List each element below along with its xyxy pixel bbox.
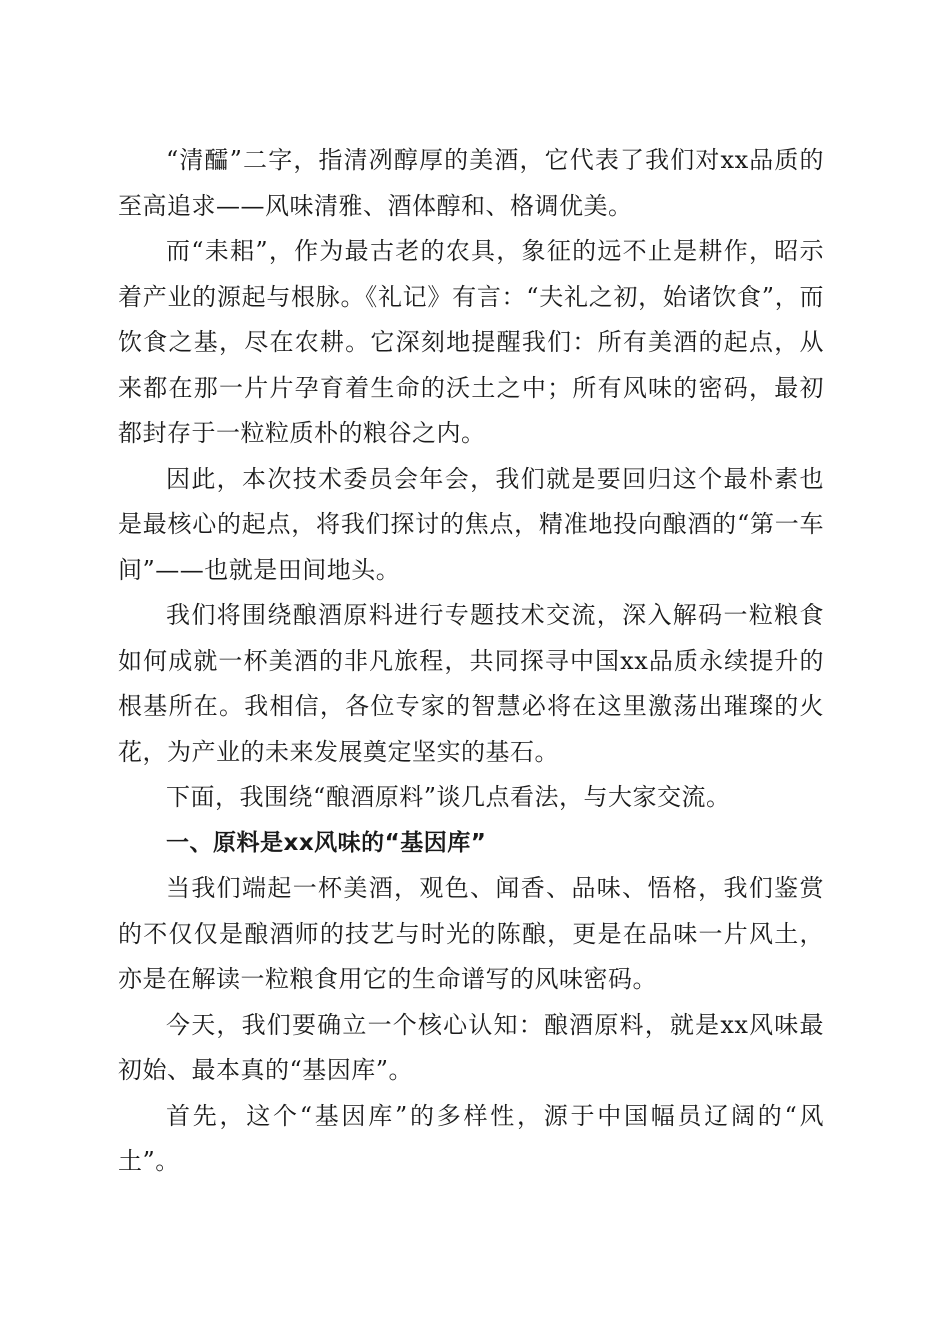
- paragraph: 而“耒耜”，作为最古老的农具，象征的远不止是耕作，昭示着产业的源起与根脉。《礼记》有言：“夫礼之初，始诸饮食”，而饮食之基，尽在农耕。它深刻地提醒我们：所有美酒的起点，从来都在那一片片孕育着生命的沃土之中；所有风味的密码，最初都封存于一粒粒质朴的粮谷之内。: [118, 237, 824, 447]
- paragraph: 因此，本次技术委员会年会，我们就是要回归这个最朴素也是最核心的起点，将我们探讨的焦点，精准地投向酿酒的“第一车间”——也就是田间地头。: [118, 464, 824, 584]
- paragraph: 首先，这个“基因库”的多样性，源于中国幅员辽阔的“风土”。: [118, 1101, 824, 1175]
- document-body: [118, 138, 824, 1185]
- section-heading: 一、原料是xx风味的“基因库”: [166, 829, 487, 856]
- paragraph: 下面，我围绕“酿酒原料”谈几点看法，与大家交流。: [166, 783, 731, 811]
- paragraph: 我们将围绕酿酒原料进行专题技术交流，深入解码一粒粮食如何成就一杯美酒的非凡旅程，共同探寻中国xx品质永续提升的根基所在。我相信，各位专家的智慧必将在这里激荡出璀璨的火花，为产业的未来发展奠定坚实的基石。: [118, 601, 824, 766]
- paragraph: “清醽”二字，指清冽醇厚的美酒，它代表了我们对xx品质的至高追求——风味清雅、酒体醇和、格调优美。: [118, 146, 824, 220]
- paragraph: 今天，我们要确立一个核心认知：酿酒原料，就是xx风味最初始、最本真的“基因库”。: [118, 1010, 824, 1084]
- paragraph: 当我们端起一杯美酒，观色、闻香、品味、悟格，我们鉴赏的不仅仅是酿酒师的技艺与时光的陈酿，更是在品味一片风土，亦是在解读一粒粮食用它的生命谱写的风味密码。: [118, 874, 824, 993]
